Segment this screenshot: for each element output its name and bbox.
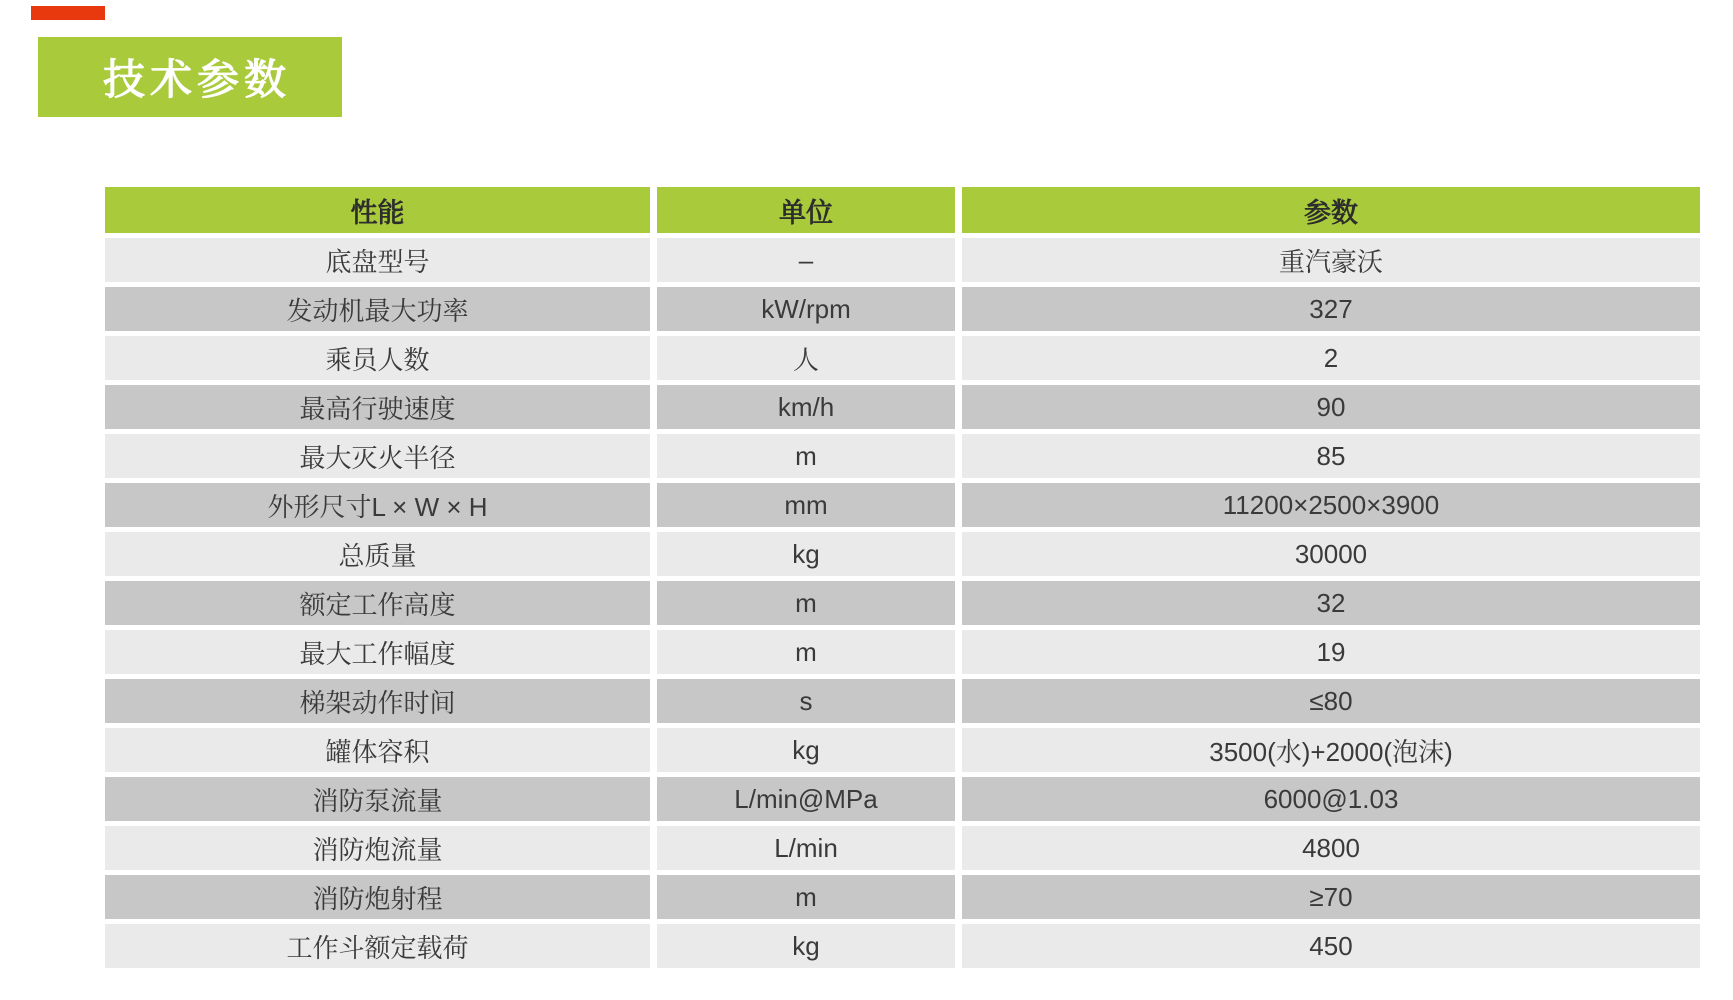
row-unit-fire-monitor-flow: L/min bbox=[657, 826, 955, 870]
row-label-overall-dimensions: 外形尺寸L × W × H bbox=[105, 483, 650, 527]
row-value-rated-working-height: 32 bbox=[962, 581, 1700, 625]
row-unit-ladder-action-time: s bbox=[657, 679, 955, 723]
row-value-fire-monitor-range: ≥70 bbox=[962, 875, 1700, 919]
row-label-engine-max-power: 发动机最大功率 bbox=[105, 287, 650, 331]
row-label-max-working-reach: 最大工作幅度 bbox=[105, 630, 650, 674]
row-value-gross-weight: 30000 bbox=[962, 532, 1700, 576]
row-value-crew-number: 2 bbox=[962, 336, 1700, 380]
row-value-max-extinguish-radius: 85 bbox=[962, 434, 1700, 478]
row-unit-fire-pump-flow: L/min@MPa bbox=[657, 777, 955, 821]
row-label-max-extinguish-radius: 最大灭火半径 bbox=[105, 434, 650, 478]
row-unit-max-speed: km/h bbox=[657, 385, 955, 429]
row-label-tank-capacity: 罐体容积 bbox=[105, 728, 650, 772]
spec-table bbox=[105, 187, 1700, 968]
page-corner-mark bbox=[31, 6, 105, 20]
row-value-basket-rated-load: 450 bbox=[962, 924, 1700, 968]
row-unit-max-extinguish-radius: m bbox=[657, 434, 955, 478]
row-value-tank-capacity: 3500(水)+2000(泡沫) bbox=[962, 728, 1700, 772]
row-unit-crew-number: 人 bbox=[657, 336, 955, 380]
row-unit-max-working-reach: m bbox=[657, 630, 955, 674]
page-title: 技术参数 bbox=[102, 56, 291, 103]
row-value-fire-monitor-flow: 4800 bbox=[962, 826, 1700, 870]
row-value-engine-max-power: 327 bbox=[962, 287, 1700, 331]
row-unit-engine-max-power: kW/rpm bbox=[657, 287, 955, 331]
row-label-crew-number: 乘员人数 bbox=[105, 336, 650, 380]
row-unit-rated-working-height: m bbox=[657, 581, 955, 625]
row-unit-overall-dimensions: mm bbox=[657, 483, 955, 527]
row-label-gross-weight: 总质量 bbox=[105, 532, 650, 576]
row-unit-fire-monitor-range: m bbox=[657, 875, 955, 919]
row-unit-tank-capacity: kg bbox=[657, 728, 955, 772]
row-value-max-working-reach: 19 bbox=[962, 630, 1700, 674]
column-header-unit: 单位 bbox=[657, 187, 955, 233]
row-label-ladder-action-time: 梯架动作时间 bbox=[105, 679, 650, 723]
column-header-value: 参数 bbox=[962, 187, 1700, 233]
row-label-fire-pump-flow: 消防泵流量 bbox=[105, 777, 650, 821]
row-label-fire-monitor-range: 消防炮射程 bbox=[105, 875, 650, 919]
column-header-performance: 性能 bbox=[105, 187, 650, 233]
row-unit-basket-rated-load: kg bbox=[657, 924, 955, 968]
row-value-max-speed: 90 bbox=[962, 385, 1700, 429]
row-label-rated-working-height: 额定工作高度 bbox=[105, 581, 650, 625]
row-label-max-speed: 最高行驶速度 bbox=[105, 385, 650, 429]
row-value-chassis-model: 重汽豪沃 bbox=[962, 238, 1700, 282]
row-value-ladder-action-time: ≤80 bbox=[962, 679, 1700, 723]
row-unit-gross-weight: kg bbox=[657, 532, 955, 576]
row-value-fire-pump-flow: 6000@1.03 bbox=[962, 777, 1700, 821]
row-label-basket-rated-load: 工作斗额定载荷 bbox=[105, 924, 650, 968]
row-unit-chassis-model: – bbox=[657, 238, 955, 282]
row-label-fire-monitor-flow: 消防炮流量 bbox=[105, 826, 650, 870]
row-value-overall-dimensions: 11200×2500×3900 bbox=[962, 483, 1700, 527]
section-title-block bbox=[38, 37, 342, 117]
row-label-chassis-model: 底盘型号 bbox=[105, 238, 650, 282]
